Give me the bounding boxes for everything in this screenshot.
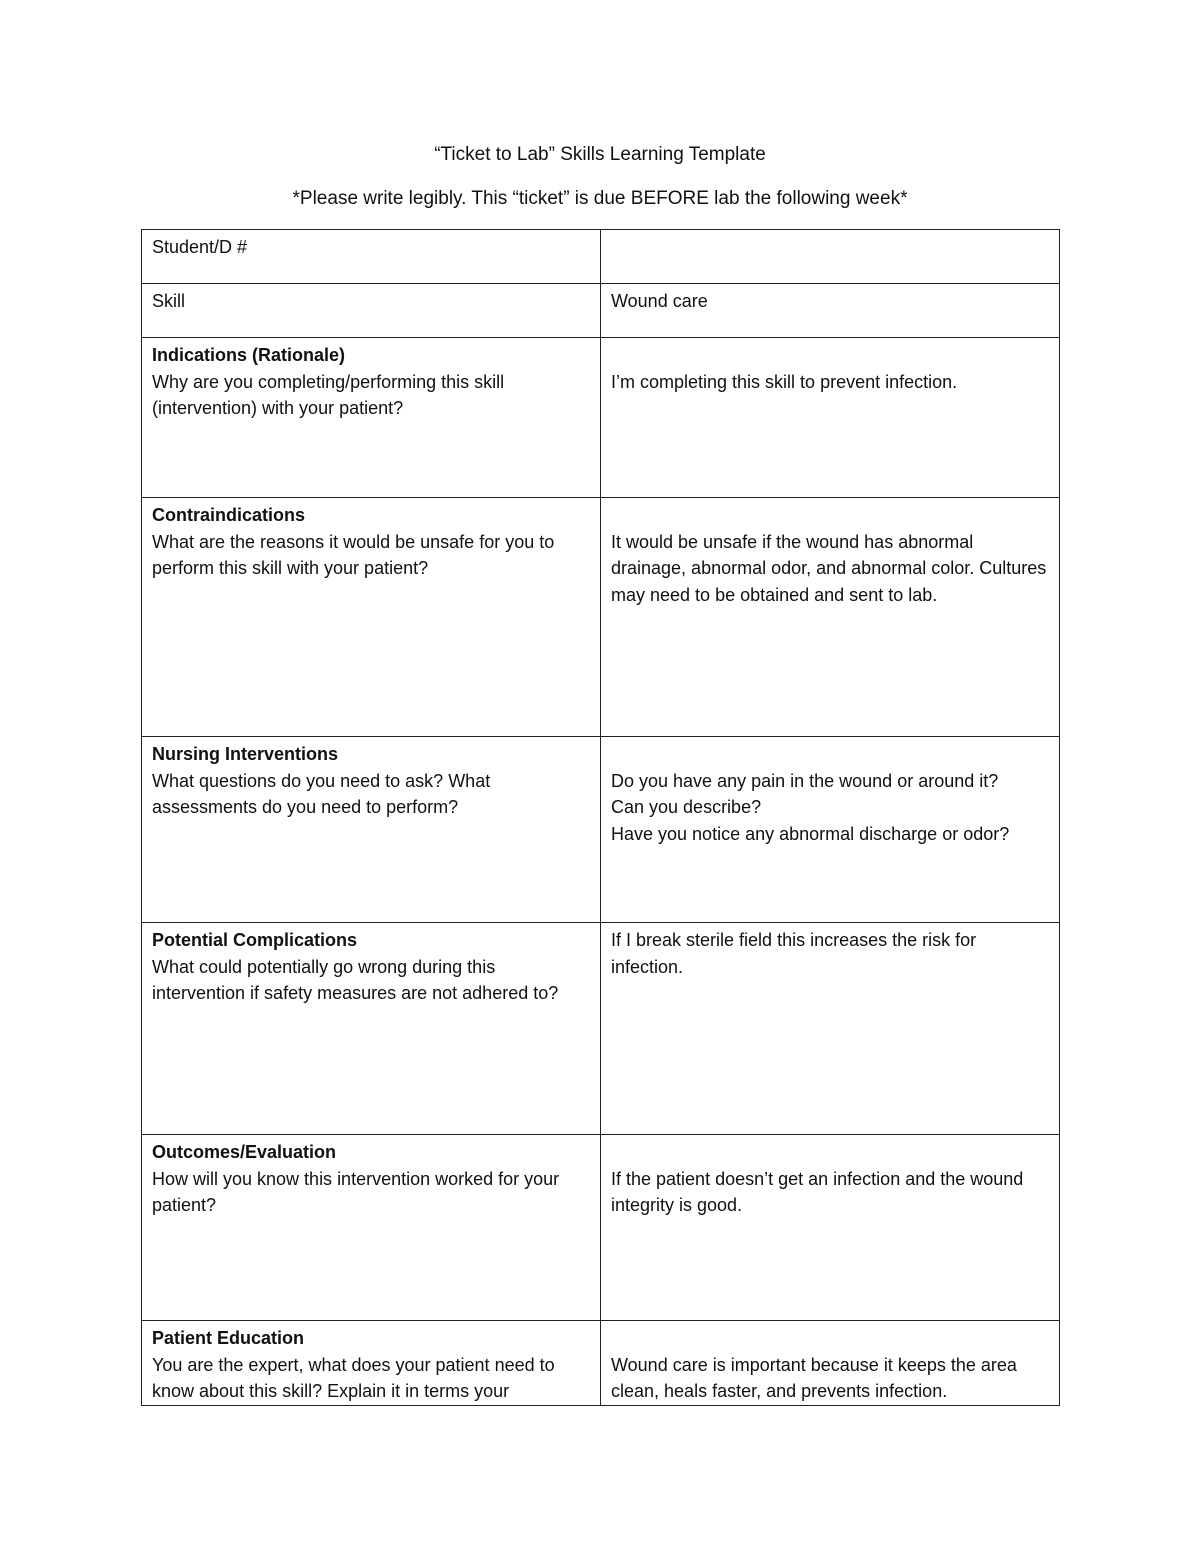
skill-label-cell bbox=[142, 284, 601, 338]
outcomes-heading: Outcomes/Evaluation bbox=[152, 1142, 337, 1162]
indications-answer: I’m completing this skill to prevent infection. bbox=[611, 371, 958, 392]
table-row-skill bbox=[142, 284, 1060, 338]
table-row-patient-education bbox=[142, 1321, 1060, 1406]
nursing-interventions-question: What questions do you need to ask? What assessments do you need to perform? bbox=[152, 770, 491, 817]
potential-complications-answer: If I break sterile field this increases the risk for infection. bbox=[611, 930, 977, 977]
potential-complications-heading: Potential Complications bbox=[152, 930, 358, 950]
table-row-indications bbox=[142, 338, 1060, 498]
table-row-contraindications bbox=[142, 498, 1060, 737]
patient-education-answer-cell bbox=[601, 1321, 1060, 1406]
patient-education-prompt-cell bbox=[142, 1321, 601, 1406]
page-title: “Ticket to Lab” Skills Learning Template bbox=[434, 144, 766, 165]
contraindications-answer: It would be unsafe if the wound has abnormal drainage, abnormal odor, and abnormal color. Cultures may need to be obtained and sent to lab. bbox=[611, 531, 1047, 605]
student-id-label-cell bbox=[142, 230, 601, 284]
nursing-interventions-prompt-cell bbox=[142, 737, 601, 923]
nursing-interventions-answer-cell bbox=[601, 737, 1060, 923]
contraindications-prompt-cell bbox=[142, 498, 601, 737]
nursing-interventions-answer-line: Have you notice any abnormal discharge or odor? bbox=[611, 823, 1010, 844]
patient-education-heading: Patient Education bbox=[152, 1328, 305, 1348]
outcomes-question: How will you know this intervention worked for your patient? bbox=[152, 1168, 560, 1215]
outcomes-answer: If the patient doesn’t get an infection and the wound integrity is good. bbox=[611, 1168, 1024, 1215]
nursing-interventions-heading: Nursing Interventions bbox=[152, 744, 339, 764]
student-id-label: Student/D # bbox=[152, 237, 248, 257]
student-id-value-cell bbox=[601, 230, 1060, 284]
table-row-outcomes-evaluation bbox=[142, 1135, 1060, 1321]
outcomes-answer-cell bbox=[601, 1135, 1060, 1321]
skill-label: Skill bbox=[152, 291, 186, 311]
potential-complications-question: What could potentially go wrong during this intervention if safety measures are not adhered to? bbox=[152, 956, 559, 1003]
nursing-interventions-answer-line: Do you have any pain in the wound or around it? bbox=[611, 770, 999, 791]
contraindications-answer-cell bbox=[601, 498, 1060, 737]
nursing-interventions-answer bbox=[611, 741, 1049, 847]
page-subtitle: *Please write legibly. This “ticket” is due BEFORE lab the following week* bbox=[292, 188, 908, 209]
skill-value-cell bbox=[601, 284, 1060, 338]
outcomes-prompt-cell bbox=[142, 1135, 601, 1321]
indications-prompt-cell bbox=[142, 338, 601, 498]
patient-education-question: You are the expert, what does your patient need to know about this skill? Explain it in terms your bbox=[152, 1354, 555, 1401]
table-row-potential-complications bbox=[142, 923, 1060, 1135]
contraindications-question: What are the reasons it would be unsafe for you to perform this skill with your patient? bbox=[152, 531, 555, 578]
indications-answer-cell bbox=[601, 338, 1060, 498]
ticket-table bbox=[141, 229, 1060, 1406]
table-row-student bbox=[142, 230, 1060, 284]
skill-value: Wound care bbox=[611, 291, 708, 311]
patient-education-answer: Wound care is important because it keeps the area clean, heals faster, and prevents infection. bbox=[611, 1354, 1017, 1401]
nursing-interventions-answer-line: Can you describe? bbox=[611, 797, 762, 817]
contraindications-heading: Contraindications bbox=[152, 505, 306, 525]
indications-heading: Indications (Rationale) bbox=[152, 345, 346, 365]
potential-complications-answer-cell bbox=[601, 923, 1060, 1135]
table-row-nursing-interventions bbox=[142, 737, 1060, 923]
indications-question: Why are you completing/performing this skill (intervention) with your patient? bbox=[152, 371, 505, 418]
potential-complications-prompt-cell bbox=[142, 923, 601, 1135]
